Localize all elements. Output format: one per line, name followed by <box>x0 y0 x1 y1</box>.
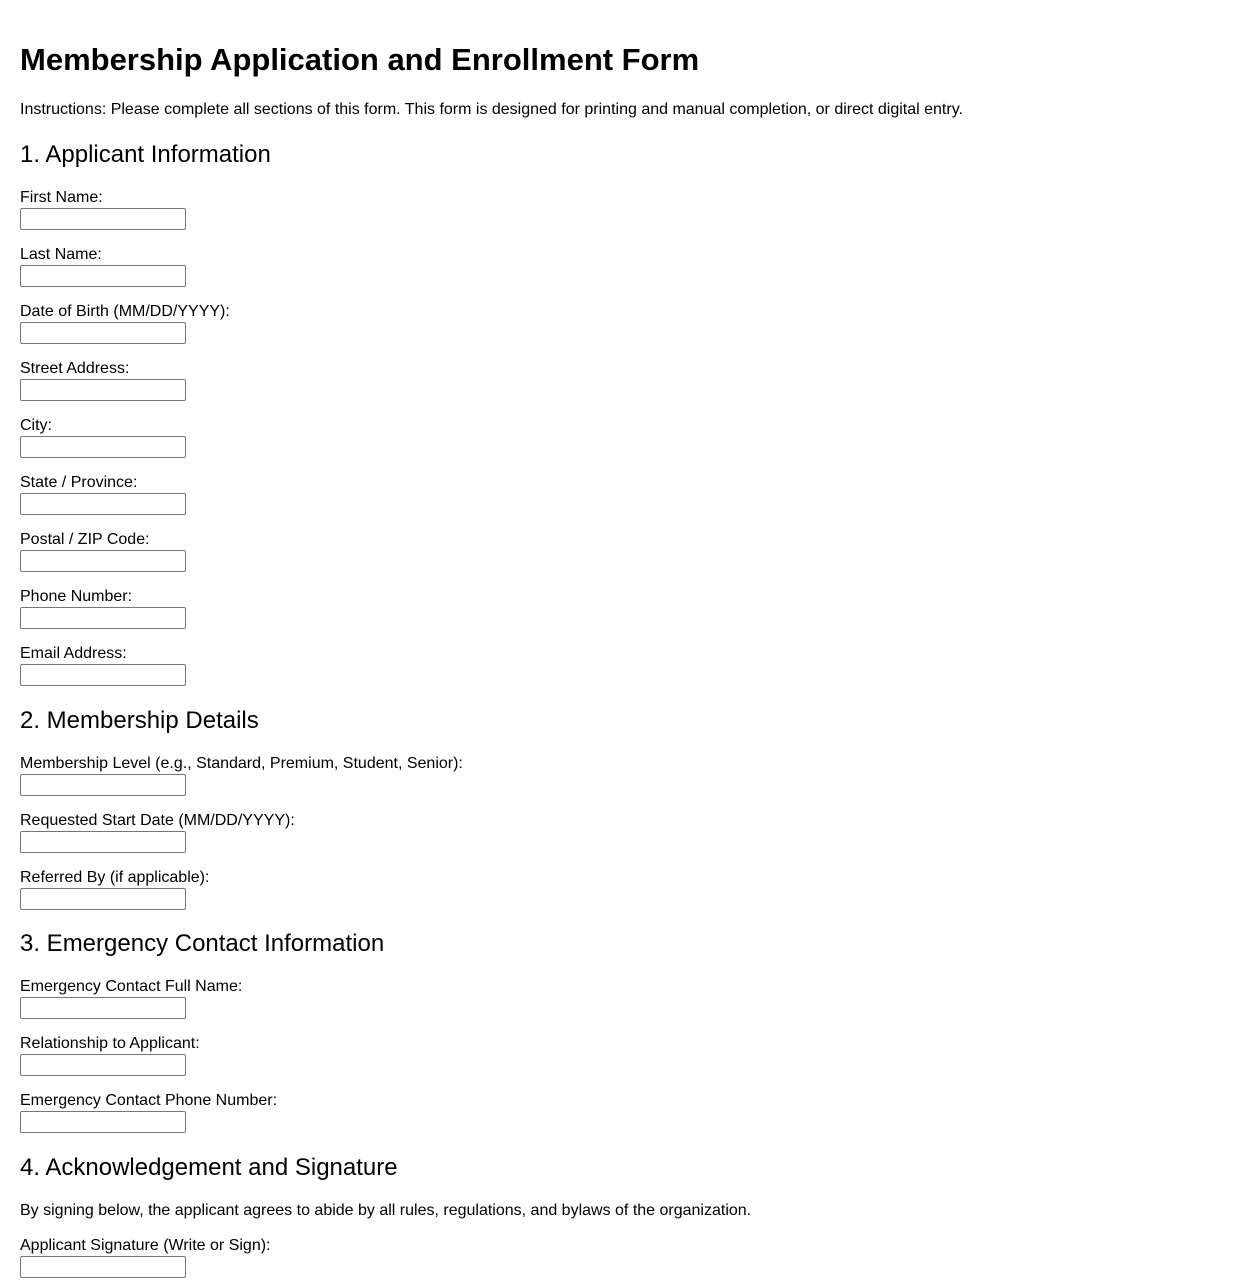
form-instructions: Instructions: Please complete all sections of this form. This form is designed for printing and manual completion, or direct digital entry. <box>20 101 963 118</box>
section-heading-applicant-information: 1. Applicant Information <box>20 141 271 168</box>
date-of-birth-input[interactable] <box>20 322 186 344</box>
applicant-signature-field <box>20 1236 620 1284</box>
relationship-input[interactable] <box>20 1054 186 1076</box>
page-title: Membership Application and Enrollment Form <box>20 42 700 77</box>
phone-number-label: Phone Number: <box>20 588 133 605</box>
last-name-label: Last Name: <box>20 246 102 263</box>
postal-code-field <box>20 530 620 578</box>
last-name-input[interactable] <box>20 265 186 287</box>
email-address-field <box>20 644 620 692</box>
emergency-contact-phone-label: Emergency Contact Phone Number: <box>20 1092 278 1109</box>
emergency-contact-name-input[interactable] <box>20 997 186 1019</box>
email-address-input[interactable] <box>20 664 186 686</box>
emergency-contact-name-label: Emergency Contact Full Name: <box>20 978 243 995</box>
applicant-signature-input[interactable] <box>20 1256 186 1278</box>
street-address-label: Street Address: <box>20 360 130 377</box>
date-of-birth-label: Date of Birth (MM/DD/YYYY): <box>20 303 230 320</box>
first-name-field <box>20 188 620 236</box>
section-heading-membership-details: 2. Membership Details <box>20 707 259 734</box>
emergency-contact-phone-input[interactable] <box>20 1111 186 1133</box>
membership-level-input[interactable] <box>20 774 186 796</box>
emergency-contact-name-field <box>20 977 620 1025</box>
state-province-label: State / Province: <box>20 474 138 491</box>
section-heading-acknowledgement: 4. Acknowledgement and Signature <box>20 1154 398 1181</box>
street-address-field <box>20 359 620 407</box>
applicant-signature-label: Applicant Signature (Write or Sign): <box>20 1237 271 1254</box>
acknowledgement-text: By signing below, the applicant agrees to abide by all rules, regulations, and bylaws of the organization. <box>20 1202 752 1219</box>
state-province-input[interactable] <box>20 493 186 515</box>
date-of-birth-field <box>20 302 620 350</box>
first-name-label: First Name: <box>20 189 103 206</box>
referred-by-input[interactable] <box>20 888 186 910</box>
emergency-contact-phone-field <box>20 1091 620 1139</box>
relationship-label: Relationship to Applicant: <box>20 1035 200 1052</box>
postal-code-label: Postal / ZIP Code: <box>20 531 150 548</box>
postal-code-input[interactable] <box>20 550 186 572</box>
phone-number-input[interactable] <box>20 607 186 629</box>
requested-start-date-label: Requested Start Date (MM/DD/YYYY): <box>20 812 295 829</box>
membership-level-label: Membership Level (e.g., Standard, Premium, Student, Senior): <box>20 755 463 772</box>
state-province-field <box>20 473 620 521</box>
street-address-input[interactable] <box>20 379 186 401</box>
requested-start-date-input[interactable] <box>20 831 186 853</box>
referred-by-label: Referred By (if applicable): <box>20 869 210 886</box>
phone-number-field <box>20 587 620 635</box>
last-name-field <box>20 245 620 293</box>
city-label: City: <box>20 417 52 434</box>
city-field <box>20 416 620 464</box>
section-heading-emergency-contact: 3. Emergency Contact Information <box>20 930 385 957</box>
membership-level-field <box>20 754 620 802</box>
first-name-input[interactable] <box>20 208 186 230</box>
city-input[interactable] <box>20 436 186 458</box>
relationship-field <box>20 1034 620 1082</box>
referred-by-field <box>20 868 620 916</box>
requested-start-date-field <box>20 811 620 859</box>
email-address-label: Email Address: <box>20 645 127 662</box>
